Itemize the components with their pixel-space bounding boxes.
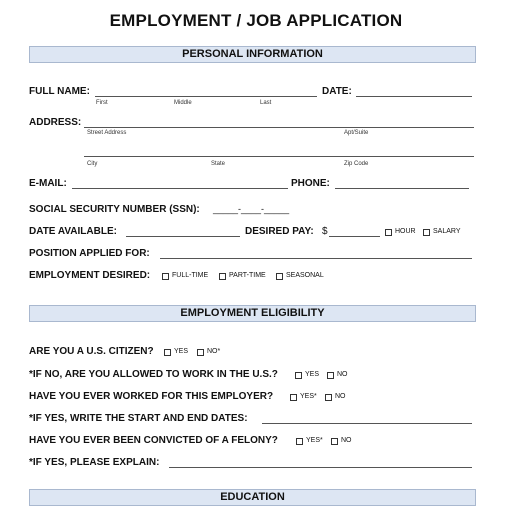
worked-no-label: NO xyxy=(335,393,346,400)
date-available-field[interactable] xyxy=(126,236,240,237)
phone-label: PHONE: xyxy=(291,178,330,189)
section-header-education: EDUCATION xyxy=(29,489,476,506)
section-header-personal: PERSONAL INFORMATION xyxy=(29,46,476,63)
desired-pay-label: DESIRED PAY: xyxy=(245,226,314,237)
work-no-option[interactable] xyxy=(327,370,348,380)
form-title: EMPLOYMENT / JOB APPLICATION xyxy=(109,11,403,30)
hour-option[interactable] xyxy=(385,227,416,237)
middle-name-caption: Middle xyxy=(174,100,192,106)
worked-yes-checkbox[interactable] xyxy=(290,394,297,401)
full-time-option[interactable] xyxy=(162,271,208,281)
full-time-label: FULL-TIME xyxy=(172,272,209,279)
felony-no-label: NO xyxy=(341,437,352,444)
worked-yes-option[interactable] xyxy=(290,392,317,402)
citizen-no-option[interactable] xyxy=(197,347,220,357)
part-time-option[interactable] xyxy=(219,271,266,281)
worked-no-option[interactable] xyxy=(325,392,346,402)
citizen-no-checkbox[interactable] xyxy=(197,349,204,356)
felony-yes-label: YES* xyxy=(306,437,323,444)
email-field[interactable] xyxy=(72,188,288,189)
phone-field[interactable] xyxy=(335,188,469,189)
first-name-caption: First xyxy=(96,100,108,106)
address-label: ADDRESS: xyxy=(29,117,82,128)
worked-before-question: HAVE YOU EVER WORKED FOR THIS EMPLOYER? xyxy=(29,391,274,402)
last-name-caption: Last xyxy=(260,100,272,106)
street-address-field[interactable] xyxy=(84,127,474,128)
zip-code-caption: Zip Code xyxy=(344,161,369,167)
seasonal-label: SEASONAL xyxy=(286,272,324,279)
explain-field[interactable] xyxy=(169,467,472,468)
felony-no-option[interactable] xyxy=(331,436,352,446)
salary-option[interactable] xyxy=(423,227,461,237)
date-available-label: DATE AVAILABLE: xyxy=(29,226,117,237)
hour-label: HOUR xyxy=(395,228,416,235)
work-yes-label: YES xyxy=(305,371,320,378)
citizen-yes-checkbox[interactable] xyxy=(164,349,171,356)
section-header-eligibility: EMPLOYMENT ELIGIBILITY xyxy=(29,305,476,322)
start-end-dates-label: *IF YES, WRITE THE START AND END DATES: xyxy=(29,413,248,424)
part-time-checkbox[interactable] xyxy=(219,273,226,280)
work-yes-option[interactable] xyxy=(295,370,319,380)
employment-desired-label: EMPLOYMENT DESIRED: xyxy=(29,270,151,281)
position-label: POSITION APPLIED FOR: xyxy=(29,248,150,259)
felony-yes-checkbox[interactable] xyxy=(296,438,303,445)
position-field[interactable] xyxy=(160,258,472,259)
work-yes-checkbox[interactable] xyxy=(295,372,302,379)
salary-checkbox[interactable] xyxy=(423,229,430,236)
felony-question: HAVE YOU EVER BEEN CONVICTED OF A FELONY? xyxy=(29,435,278,446)
citizen-yes-option[interactable] xyxy=(164,347,188,357)
felony-yes-option[interactable] xyxy=(296,436,323,446)
city-state-zip-field[interactable] xyxy=(84,156,474,157)
hour-checkbox[interactable] xyxy=(385,229,392,236)
state-caption: State xyxy=(211,161,226,167)
work-no-checkbox[interactable] xyxy=(327,372,334,379)
street-address-caption: Street Address xyxy=(87,130,127,136)
date-field[interactable] xyxy=(356,96,472,97)
apt-suite-caption: Apt/Suite xyxy=(344,130,369,136)
desired-pay-field[interactable] xyxy=(329,236,380,237)
part-time-label: PART-TIME xyxy=(229,272,266,279)
seasonal-checkbox[interactable] xyxy=(276,273,283,280)
worked-yes-label: YES* xyxy=(300,393,317,400)
seasonal-option[interactable] xyxy=(276,271,324,281)
citizen-no-label: NO* xyxy=(207,348,221,355)
full-name-label: FULL NAME: xyxy=(29,86,90,97)
ssn-field[interactable]: _____-____-_____ xyxy=(213,204,290,214)
full-time-checkbox[interactable] xyxy=(162,273,169,280)
worked-no-checkbox[interactable] xyxy=(325,394,332,401)
explain-label: *IF YES, PLEASE EXPLAIN: xyxy=(29,457,160,468)
ssn-label: SOCIAL SECURITY NUMBER (SSN): xyxy=(29,204,200,215)
start-end-dates-field[interactable] xyxy=(262,423,472,424)
citizen-question: ARE YOU A U.S. CITIZEN? xyxy=(29,346,154,357)
felony-no-checkbox[interactable] xyxy=(331,438,338,445)
dollar-sign: $ xyxy=(322,226,328,237)
citizen-yes-label: YES xyxy=(174,348,189,355)
full-name-field[interactable] xyxy=(95,96,317,97)
salary-label: SALARY xyxy=(433,228,461,235)
work-no-label: NO xyxy=(337,371,348,378)
email-label: E-MAIL: xyxy=(29,178,67,189)
city-caption: City xyxy=(87,161,98,167)
date-label: DATE: xyxy=(322,86,352,97)
work-authorization-question: *IF NO, ARE YOU ALLOWED TO WORK IN THE U.S.? xyxy=(29,369,278,380)
